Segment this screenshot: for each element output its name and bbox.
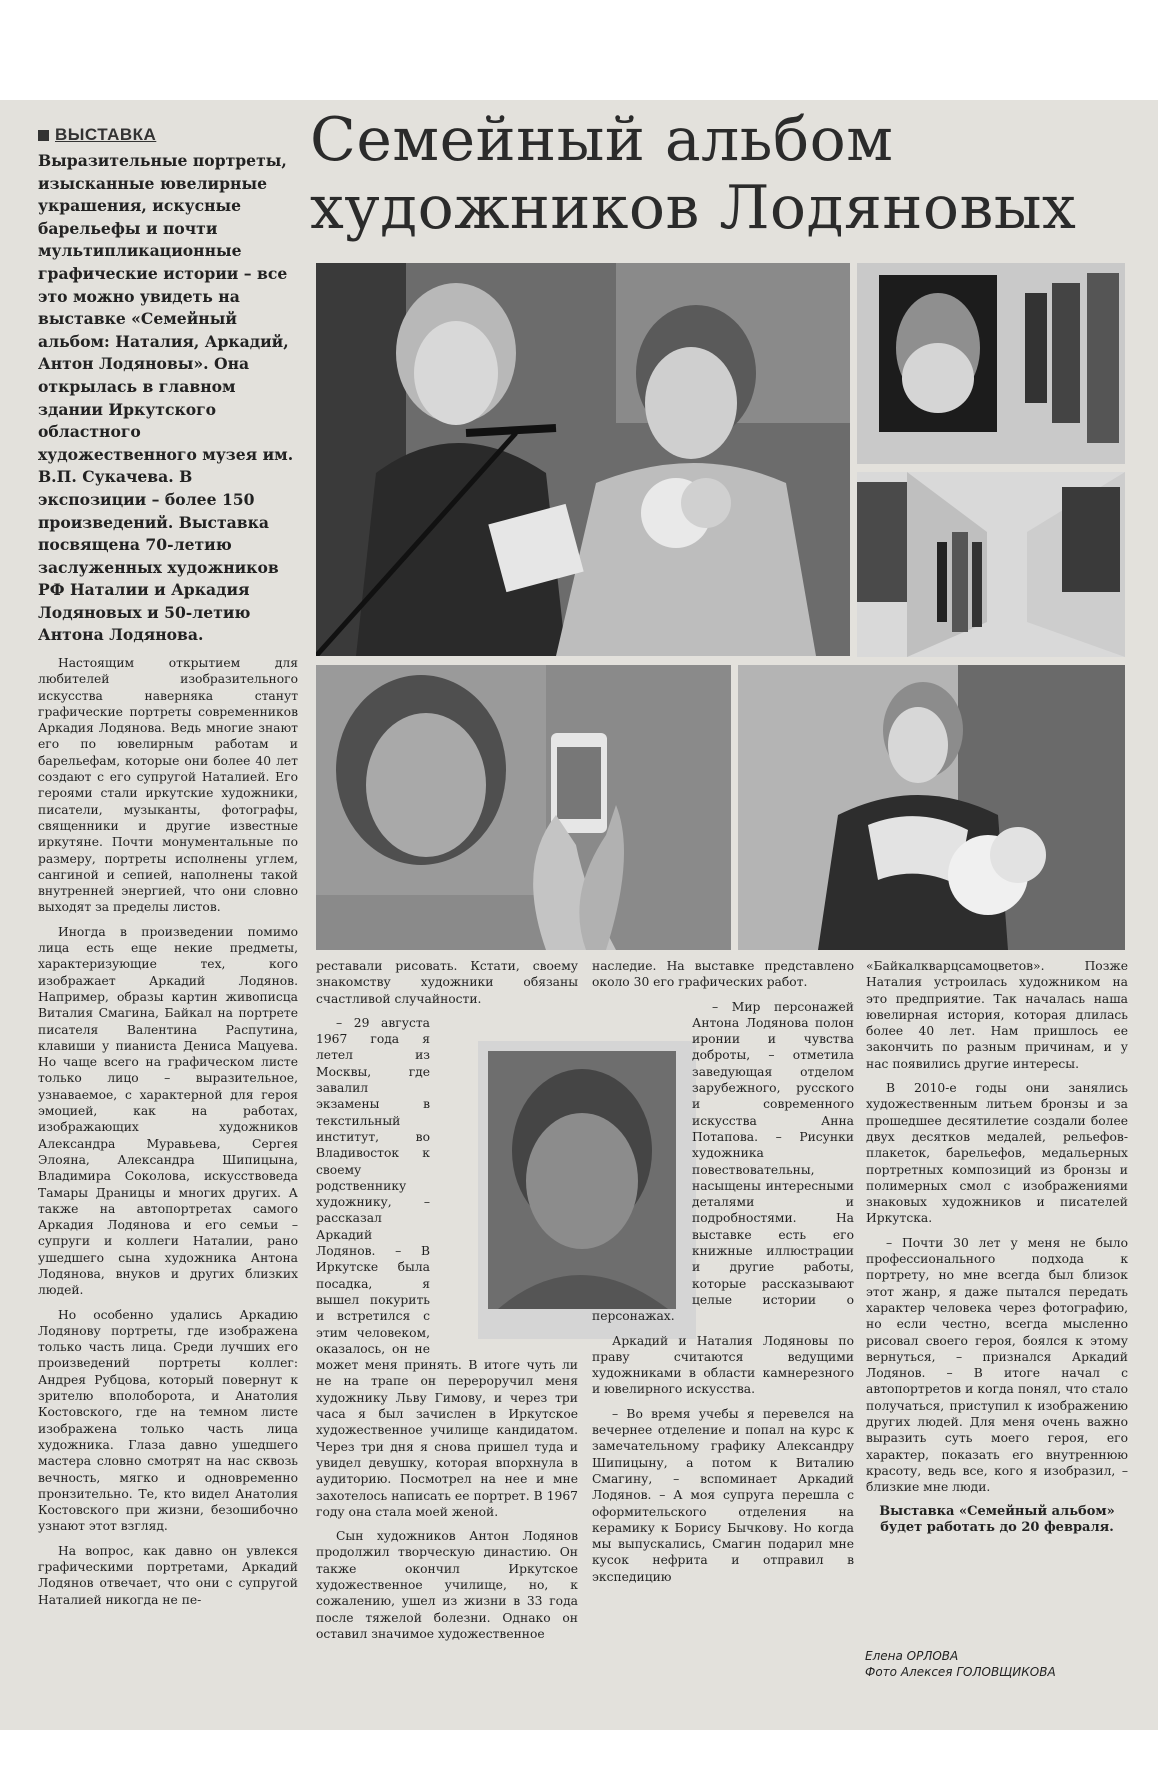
column-4 (866, 958, 1128, 1544)
paragraph: Но особенно удались Аркадию Лодянову портреты, где изображена только часть лица. Среди лучших его произведений портреты коллег: Андрея Рубцова, который повернут к зрителю вполоборота, и Анатолия Костовского, где на темном листе изображена только часть лица художника. Глаза давно ушедшего мастера словно смотрят на нас сквозь вечность, мягко и одновременно пронзительно. Те, кто видел Анатолия Костовского при жизни, безошибочно узнают этот взгляд. (38, 1307, 298, 1534)
paragraph: «Байкалкварцсамоцветов». Позже Наталия устроилась художником на это предприятие. Так началась наша ювелирная история, которая длилась более 40 лет. Нам пришлось ее закончить по разным причинам, и у нас появились другие интересы. (866, 959, 1128, 1071)
paragraph: – Во время учебы я перевелся на вечернее отделение и попал на курс к замечательному графику Александру Шипицыну, а потом к Виталию Смагину, – вспоминает Аркадий Лодянов. – А моя супруга перешла с оформительского отделения на керамику к Борису Бычкову. Но когда мы выпускались, Смагин подарил мне кусок нефрита и отправил в экспедицию (592, 1406, 854, 1584)
speakers-at-microphone-photo (316, 263, 850, 656)
phone-photographing-portrait-photo (316, 665, 731, 950)
paragraph: – Почти 30 лет у меня не было профессионального подхода к портрету, но мне всегда был близок этот жанр, я даже пытался передать характер человека через фотографию, но если честно, всегда мысленно рисовал своего героя, боялся к этому вернуться, – признался Аркадий Лодянов. – В итоге начал с автопортретов и когда понял, что стало получаться, приступил к изображению других людей. Для меня очень важно выразить суть моего героя, его характер, показать его внутреннюю красоту, ведь все, кого я изобразил, – близкие мне люди. (866, 1235, 1128, 1495)
paragraph: В 2010-е годы они занялись художественным литьем бронзы и за прошедшее десятилетие создали более двух десятков медалей, рельефов-плакеток, барельефов, медальерных портретных композиций из бронзы и полимерных смол с изображениями знаковых художников и писателей Иркутска. (866, 1081, 1128, 1226)
paragraph: – 29 августа 1967 года я летел из Москвы, где завалил экзамены в текстильный институт, во Владивосток к своему родственнику художнику, – рассказал Аркадий Лодянов. – В Иркутске была посадка, я вышел покурить и встретился с этим человеком, оказалось, он не может меня принять. В итоге чуть ли не на трапе он переpоручил меня художнику Льву Гимову, и через три часа я был зачислен в Иркутское художественное училище кандидатом. Через три дня я снова пришел туда и увидел девушку, которая впорхнула в аудиторию. Посмотрел на нее и мне захотелось написать ее портрет. В 1967 году она стала моей женой. (316, 1015, 578, 1519)
square-bullet-icon (38, 130, 49, 141)
portrait-artwork-image (857, 263, 1125, 464)
gallery-hall-image (857, 472, 1125, 657)
column-3 (592, 958, 854, 1593)
gallery-hall-photo (857, 472, 1125, 657)
headline-line-2: художников Лодяновых (310, 173, 1077, 243)
speakers-at-microphone-image (316, 263, 850, 656)
author: Елена ОРЛОВА (865, 1649, 959, 1663)
phone-photographing-portrait-image (316, 665, 731, 950)
headline-line-1: Семейный альбом (310, 105, 894, 175)
column-1 (38, 655, 298, 1616)
paragraph: На вопрос, как давно он увлекся графическими портретами, Аркадий Лодянов отвечает, что они с супругой Наталией никогда не пе- (38, 1543, 298, 1607)
photo-credit: Фото Алексея ГОЛОВЩИКОВА (865, 1665, 1056, 1679)
rubric-label: ВЫСТАВКА (55, 125, 157, 144)
paragraph: реставали рисовать. Кстати, своему знакомству художники обязаны счастливой случайности. (316, 959, 578, 1006)
portrait-artwork-photo (857, 263, 1125, 464)
headline (310, 106, 1150, 242)
rubric (38, 125, 156, 145)
paragraph: наследие. На выставке представлено около 30 его графических работ. (592, 959, 854, 990)
paragraph: Аркадий и Наталия Лодяновы по праву считаются ведущими художниками в области камнерезного и ювелирного искусства. (592, 1333, 854, 1397)
photo-wrap-spacer (430, 1015, 578, 1345)
closing-note: Выставка «Семейный альбом» будет работать до 20 февраля. (879, 1503, 1115, 1535)
woman-with-flowers-image (738, 665, 1125, 950)
paragraph: Сын художников Антон Лодянов продолжил творческую династию. Он также окончил Иркутское художественное училище, но, к сожалению, ушел из жизни в 33 года после тяжелой болезни. Однако он оставил значимое художественное (316, 1529, 578, 1641)
lead-paragraph: Выразительные портреты, изысканные ювелирные украшения, искусные барельефы и почти мультипликационные графические истории – все это можно увидеть на выставке «Семейный альбом: Наталия, Аркадий, Антон Лодяновы». Она открылась в главном здании Иркутского областного художественного музея им. В.П. Сукачева. В экспозиции – более 150 произведений. Выставка посвящена 70-летию заслуженных художников РФ Наталии и Аркадия Лодяновых и 50-летию Антона Лодянова. (38, 151, 294, 645)
woman-with-flowers-photo (738, 665, 1125, 950)
paragraph: Настоящим открытием для любителей изобразительного искусства наверняка станут графические портреты современников Аркадия Лодянова. Ведь многие знают его по ювелирным работам и барельефам, которые они более 40 лет создают с его супругой Наталией. Его героями стали иркутские художники, писатели, музыканты, фотографы, священники и другие известные иркутяне. Почти монументальные по размеру, портреты исполнены углем, сангиной и сепией, наполнены такой внутренней энергией, что они словно выходят за пределы листов. (38, 656, 298, 915)
column-2 (316, 958, 578, 1650)
paragraph: Иногда в произведении помимо лица есть еще некие предметы, характеризующие тех, кого изображает Аркадий Лодянов. Например, образы картин живописца Виталия Смагина, Байкал на портрете писателя Валентина Распутина, клавиши у пианиста Дениса Мацуева. Но чаще всего на графическом листе только лицо – выразительное, узнаваемое, с характерной для героя эмоцией, как на работах, изображающих художников Александра Муравьева, Сергея Элояна, Александра Шипицына, Владимира Соколова, искусствоведа Тамары Драницы и многих других. А также на автопортретах самого Аркадия Лодянова и его семьи – супруги и коллеги Наталии, рано ушедшего сына художника Антона Лодянова, внуков и других близких людей. (38, 924, 298, 1298)
photo-wrap-spacer (592, 999, 692, 1299)
byline (865, 1648, 1056, 1680)
paragraph: – Мир персонажей Антона Лодянова полон иронии и чувства доброты, – отметила заведующая отделом зарубежного, русского и современного искусства Анна Потапова. – Рисунки художника повествовательны, насыщены интересными деталями и подробностями. На выставке есть его книжные иллюстрации и другие работы, которые рассказывают целые истории о персонажах. (592, 999, 854, 1324)
